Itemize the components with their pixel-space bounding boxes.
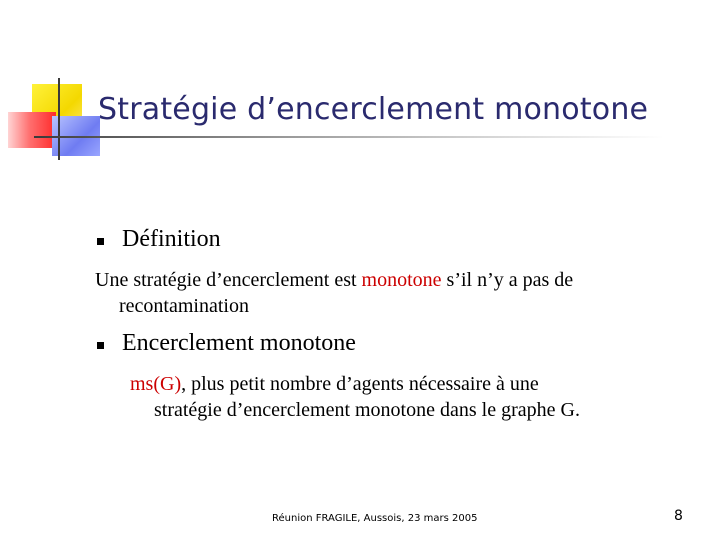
definition-highlight: monotone bbox=[361, 269, 442, 291]
sub-text-line2: stratégie d’encerclement monotone dans le graphe G. bbox=[154, 399, 580, 421]
slide-logo-decoration bbox=[0, 0, 120, 170]
sub-highlight: ms(G) bbox=[130, 373, 182, 395]
slide-footer: Réunion FRAGILE, Aussois, 23 mars 2005 bbox=[272, 513, 478, 524]
definition-text-end-line2: recontamination bbox=[119, 295, 249, 317]
definition-text-start: Une stratégie d’encerclement est bbox=[95, 269, 362, 291]
sub-paragraph bbox=[130, 371, 690, 423]
bullet-definition: Définition bbox=[122, 226, 221, 252]
definition-text-end-line1: s’il n’y a pas de bbox=[441, 269, 574, 291]
bullet-square-icon bbox=[97, 238, 104, 245]
logo-red-square bbox=[8, 112, 56, 148]
title-underline bbox=[34, 136, 664, 138]
logo-vertical-line bbox=[58, 78, 60, 160]
definition-paragraph bbox=[95, 267, 695, 319]
bullet-square-icon bbox=[97, 342, 104, 349]
sub-text-line1: , plus petit nombre d’agents nécessaire à une bbox=[181, 373, 539, 395]
slide-title: Stratégie d’encerclement monotone bbox=[98, 92, 649, 127]
bullet-encerclement: Encerclement monotone bbox=[122, 330, 356, 356]
page-number: 8 bbox=[674, 508, 683, 524]
